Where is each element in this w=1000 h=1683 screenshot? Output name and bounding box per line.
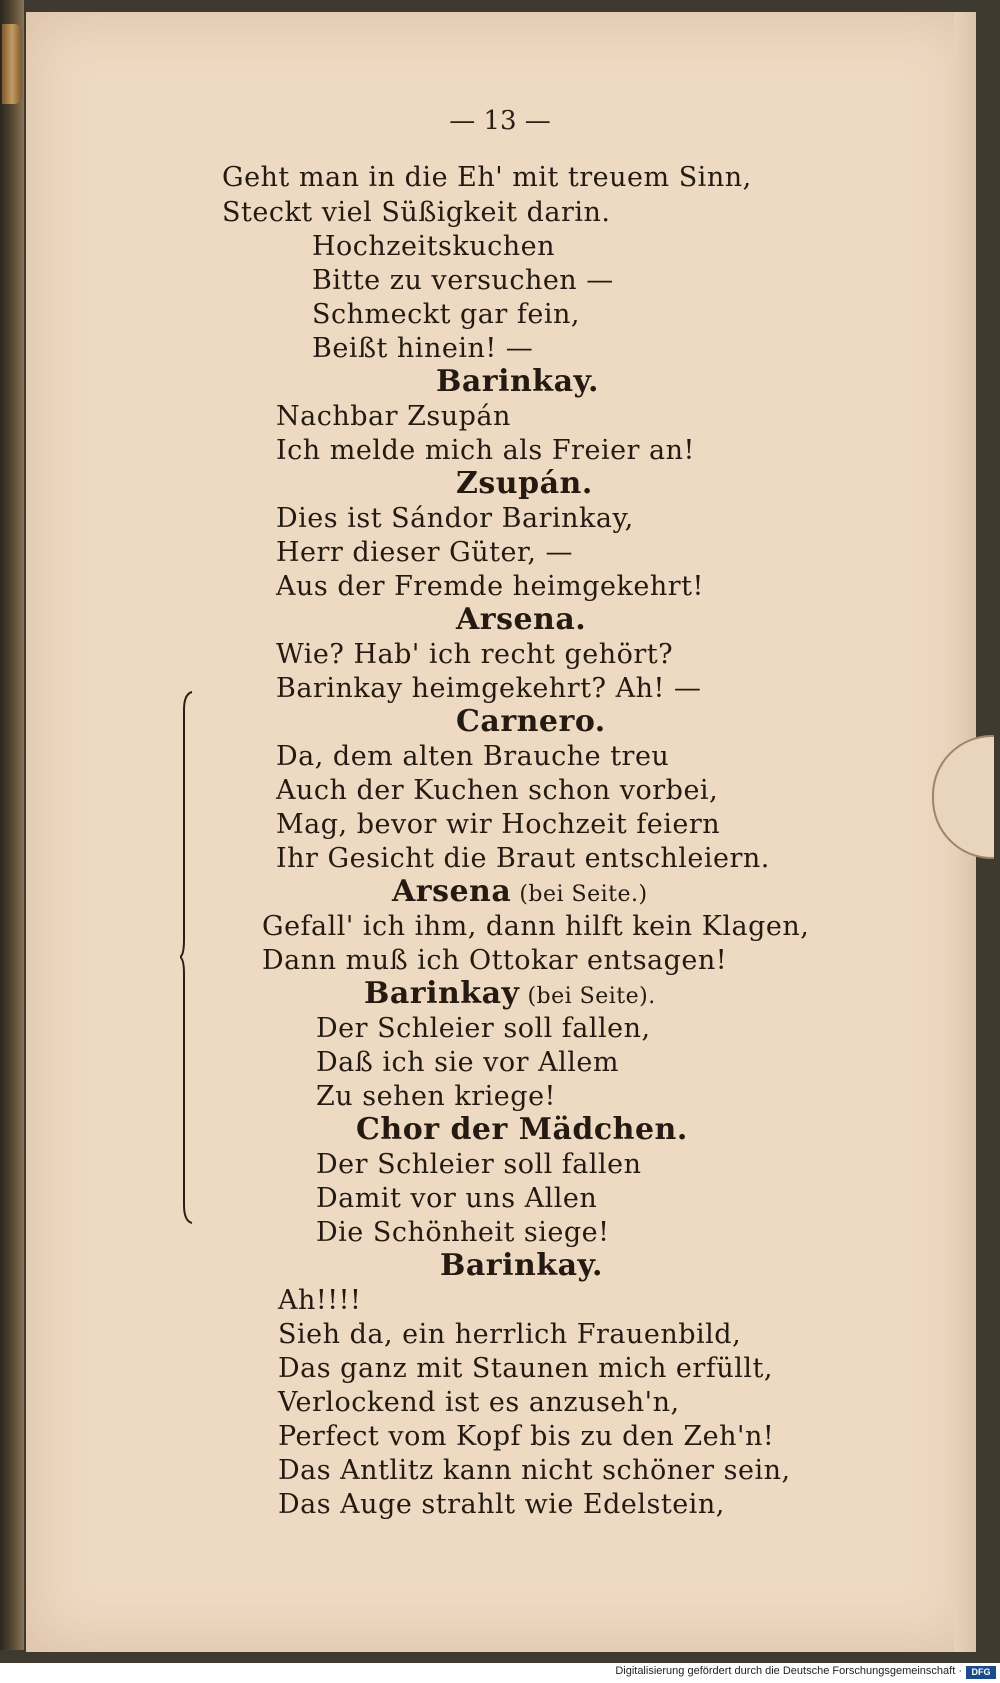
- speaker-name: Chor der Mädchen.: [356, 1112, 688, 1147]
- verse-line: Ich melde mich als Freier an!: [276, 435, 695, 466]
- verse-line: Gefall' ich ihm, dann hilft kein Klagen,: [262, 911, 810, 942]
- book-spine: [0, 0, 24, 1650]
- verse-line: Ah!!!!: [278, 1285, 362, 1316]
- verse-line: Hochzeitskuchen: [312, 231, 555, 262]
- speaker-heading: [392, 875, 648, 912]
- footer-credit: Digitalisierung gefördert durch die Deutsche Forschungsgemeinschaft ·: [615, 1665, 962, 1677]
- digitization-footer: [0, 1663, 1000, 1683]
- verse-line: Herr dieser Güter, —: [276, 537, 574, 568]
- speaker-heading: [364, 977, 656, 1014]
- speaker-name: Barinkay.: [440, 1248, 603, 1283]
- verse-line: Auch der Kuchen schon vorbei,: [276, 775, 719, 806]
- dfg-logo: DFG: [966, 1666, 996, 1679]
- verse-line: Dies ist Sándor Barinkay,: [276, 503, 634, 534]
- speaker-name: Barinkay.: [436, 364, 599, 399]
- verse-line: Mag, bevor wir Hochzeit feiern: [276, 809, 721, 840]
- speaker-name: Zsupán.: [456, 466, 593, 501]
- verse-line: Das Antlitz kann nicht schöner sein,: [278, 1455, 791, 1486]
- verse-line: Geht man in die Eh' mit treuem Sinn,: [222, 162, 752, 193]
- verse-line: Der Schleier soll fallen: [316, 1149, 642, 1180]
- verse-line: Die Schönheit siege!: [316, 1217, 610, 1248]
- verse-line: Verlockend ist es anzuseh'n,: [278, 1387, 680, 1418]
- verse-line: Wie? Hab' ich recht gehört?: [276, 639, 674, 670]
- speaker-name: Arsena: [392, 874, 512, 909]
- verse-line: Sieh da, ein herrlich Frauenbild,: [278, 1319, 742, 1350]
- verse-line: Aus der Fremde heimgekehrt!: [276, 571, 704, 602]
- stage-direction: (bei Seite.): [519, 882, 648, 907]
- verse-line: Daß ich sie vor Allem: [316, 1047, 619, 1078]
- stage-direction: (bei Seite).: [527, 984, 656, 1009]
- verse-line: Der Schleier soll fallen,: [316, 1013, 651, 1044]
- speaker-name: Barinkay: [364, 976, 520, 1011]
- curly-brace: [180, 690, 194, 1225]
- page-number: — 13 —: [449, 106, 551, 136]
- verse-line: Das ganz mit Staunen mich erfüllt,: [278, 1353, 773, 1384]
- verse-line: Schmeckt gar fein,: [312, 299, 580, 330]
- verse-line: Bitte zu versuchen —: [312, 265, 614, 296]
- binding-thread: [2, 24, 22, 104]
- verse-line: Dann muß ich Ottokar entsagen!: [262, 945, 728, 976]
- verse-line: Beißt hinein! —: [312, 333, 534, 364]
- speaker-name: Arsena.: [456, 602, 587, 637]
- verse-line: Barinkay heimgekehrt? Ah! —: [276, 673, 702, 704]
- verse-line: Da, dem alten Brauche treu: [276, 741, 670, 772]
- verse-line: Ihr Gesicht die Braut entschleiern.: [276, 843, 770, 874]
- verse-line: Zu sehen kriege!: [316, 1081, 556, 1112]
- verse-line: Nachbar Zsupán: [276, 401, 511, 432]
- verse-line: Perfect vom Kopf bis zu den Zeh'n!: [278, 1421, 775, 1452]
- speaker-name: Carnero.: [456, 704, 606, 739]
- verse-line: Das Auge strahlt wie Edelstein,: [278, 1489, 725, 1520]
- verse-line: Damit vor uns Allen: [316, 1183, 598, 1214]
- verse-line: Steckt viel Süßigkeit darin.: [222, 197, 611, 228]
